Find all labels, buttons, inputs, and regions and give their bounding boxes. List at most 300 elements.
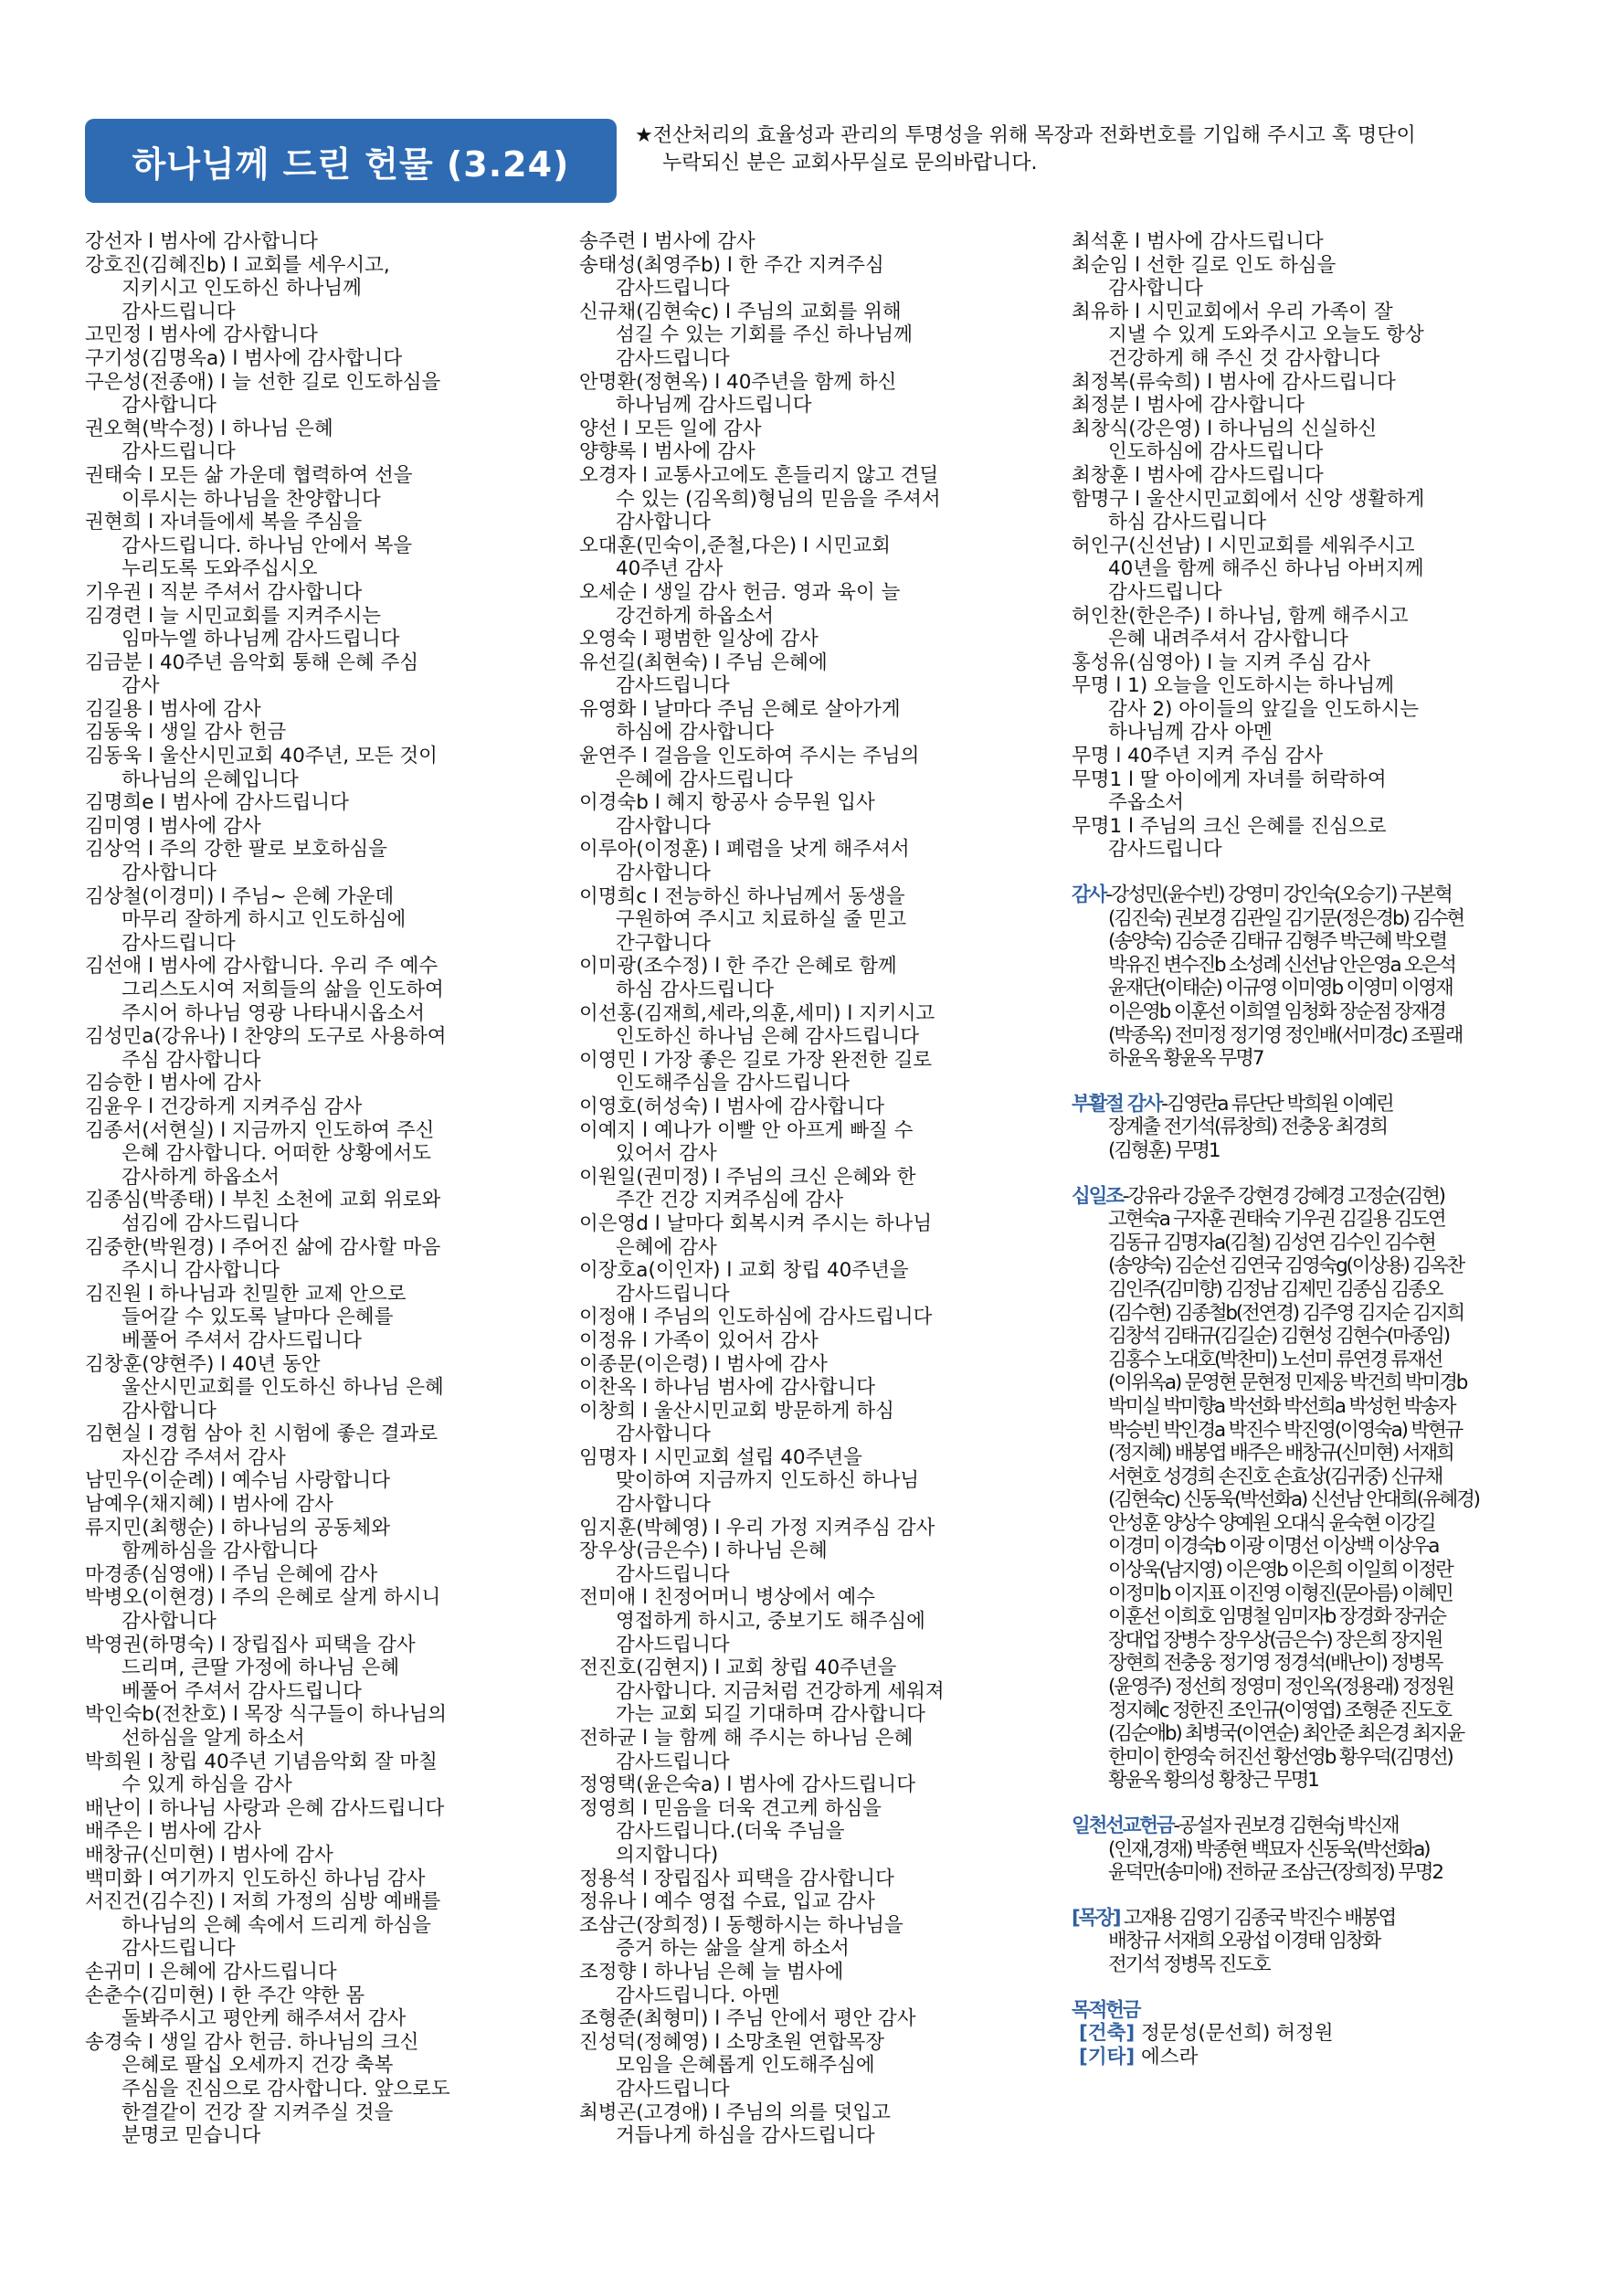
entry-continuation: 하심 감사드립니다 (1108, 511, 1266, 534)
offering-entry (1072, 605, 1548, 651)
entry-text: 김현실 l 경험 삼아 친 시험에 좋은 결과로 (85, 1423, 438, 1446)
offering-entry (579, 1586, 1049, 1656)
entry-continuation: 감사합니다 (616, 1423, 711, 1446)
offering-entry (579, 1914, 1049, 1961)
offering-entry (85, 230, 553, 254)
section-line: 하윤옥 황윤옥 무명7 (1108, 1047, 1263, 1071)
entry-text: 이창희 l 울산시민교회 방문하게 하심 (579, 1399, 894, 1423)
entry-continuation: 지낼 수 있게 도와주시고 오늘도 항상 (1108, 323, 1424, 347)
offering-entry (579, 371, 1049, 418)
entry-text: 최유하 l 시민교회에서 우리 가족이 잘 (1072, 300, 1393, 323)
entry-text: 김진원 l 하나님과 친밀한 교제 안으로 (85, 1282, 407, 1306)
offering-entry (1072, 418, 1548, 464)
section-heading: 일천선교헌금 (1072, 1815, 1174, 1837)
entry-continuation: 가는 교회 되길 기대하며 감사합니다 (616, 1703, 925, 1727)
offering-entry (579, 791, 1049, 838)
offering-entry (85, 418, 553, 464)
entry-text: 김길용 l 범사에 감사 (85, 697, 261, 721)
entry-text: 배창규(신미현) l 범사에 감사 (85, 1843, 333, 1867)
entry-continuation: 감사합니다 (122, 394, 217, 418)
entry-text: 기우권 l 직분 주셔서 감사합니다 (85, 580, 363, 604)
entry-continuation: 이루시는 하나님을 찬양합니다 (122, 487, 381, 511)
offering-entry (579, 628, 1049, 651)
entry-text: 무명1 l 딸 아이에게 자녀를 허락하여 (1072, 767, 1387, 791)
entry-text: 김미영 l 범사에 감사 (85, 814, 261, 838)
offering-entry (579, 1727, 1049, 1773)
offering-entry (579, 2007, 1049, 2031)
section-line: 이경미 이경숙b 이광 이명선 이상백 이상우a (1108, 1535, 1439, 1559)
entry-text: 마경종(심영애) l 주님 은혜에 감사 (85, 1562, 378, 1586)
section-line: 박승빈 박인경a 박진수 박진영(이영숙a) 박현규 (1108, 1418, 1463, 1442)
entry-continuation: 감사드립니다 (616, 1282, 730, 1306)
entry-text: 최석훈 l 범사에 감사드립니다 (1072, 230, 1324, 253)
offering-entry (579, 885, 1049, 956)
entry-text: 손귀미 l 은혜에 감사드립니다 (85, 1960, 337, 1984)
entry-continuation: 감사하게 하옵소서 (122, 1165, 280, 1189)
offering-entry (579, 1095, 1049, 1119)
section-heading: 감사 (1072, 883, 1106, 907)
entry-text: 이원일(권미정) l 주님의 크신 은혜와 한 (579, 1165, 916, 1189)
entry-continuation: 주옵소서 (1108, 791, 1185, 815)
entry-continuation: 감사드립니다 (1108, 838, 1222, 862)
offering-entry (579, 838, 1049, 884)
entry-text: 유영화 l 날마다 주님 은혜로 살아가게 (579, 697, 901, 721)
offering-entry (85, 1820, 553, 1844)
entry-text: 정용석 l 장립집사 피택을 감사합니다 (579, 1867, 894, 1890)
entry-text: 김상철(이경미) l 주님~ 은혜 가운데 (85, 884, 395, 908)
entry-continuation: 하나님의 은혜입니다 (122, 767, 299, 791)
entry-text: 최정복(류숙희) l 범사에 감사드립니다 (1072, 370, 1396, 394)
offering-entry (85, 511, 553, 581)
offering-entry (85, 1634, 553, 1704)
entry-continuation: 감사합니다 (616, 1493, 711, 1517)
offering-entry (85, 1025, 553, 1072)
section-line: (박종옥) 전미정 정기영 정인배(서미경c) 조필래 (1108, 1023, 1463, 1047)
entry-continuation: 울산시민교회를 인도하신 하나님 은혜 (122, 1376, 444, 1400)
section-line: 황윤옥 황의성 황창근 무명1 (1108, 1769, 1318, 1793)
entry-text: 김중한(박원경) l 주어진 삶에 감사할 마음 (85, 1235, 441, 1259)
offering-entry (85, 323, 553, 347)
entry-text: 무명 l 40주년 지켜 주심 감사 (1072, 745, 1324, 768)
offering-entry (1072, 768, 1548, 815)
entry-text: 박희원 l 창립 40주년 기념음악회 잘 마칠 (85, 1750, 438, 1773)
entry-text: 배주은 l 범사에 감사 (85, 1820, 261, 1844)
subline-text: 정문성(문선희) 허정원 (1135, 2022, 1334, 2046)
entry-text: 이루아(이정훈) l 폐렴을 낫게 해주셔서 (579, 838, 910, 862)
offering-entry (1072, 815, 1548, 862)
offering-entry (579, 1166, 1049, 1212)
section-line: (송양숙) 김승준 김태규 김형주 박근혜 박오렬 (1108, 930, 1446, 954)
entry-continuation: 감사 (122, 674, 160, 698)
entry-text: 최창식(강은영) l 하나님의 신실하신 (1072, 417, 1378, 440)
entry-text: 양향록 l 범사에 감사 (579, 440, 755, 464)
offering-entry (85, 1236, 553, 1283)
entry-text: 전미애 l 친정어머니 병상에서 예수 (579, 1586, 876, 1610)
subline-tag: [기타] (1079, 2045, 1136, 2069)
entry-text: 정영택(윤은숙a) l 범사에 감사드립니다 (579, 1773, 915, 1797)
entry-continuation: 주시어 하나님 영광 나타내시옵소서 (122, 1001, 426, 1025)
section-line: 안성훈 양상수 양예원 오대식 윤숙현 이강길 (1108, 1511, 1435, 1535)
offering-entry (85, 1095, 553, 1119)
entry-continuation: 감사드립니다 (616, 1633, 730, 1656)
entry-continuation: 감사드립니다 (616, 674, 730, 698)
entry-continuation: 영접하게 하시고, 중보기도 해주심에 (616, 1610, 925, 1634)
offering-entry (579, 1517, 1049, 1540)
section-line: 박미실 박미향a 박선화 박선희a 박성헌 박송자 (1108, 1394, 1455, 1418)
section-line: (윤영주) 정선희 정영미 정인옥(정용래) 정정원 (1108, 1676, 1453, 1699)
section-line: 이은영b 이훈선 이희열 임청화 장순점 장재경 (1108, 1000, 1445, 1023)
entry-text: 임지훈(박혜영) l 우리 가정 지켜주심 감사 (579, 1516, 935, 1539)
section-line: 이훈선 이희호 임명철 임미자b 장경화 장귀순 (1108, 1605, 1445, 1629)
entry-text: 최순임 l 선한 길로 인도 하심을 (1072, 253, 1337, 277)
entry-continuation: 분명코 믿습니다 (122, 2124, 261, 2148)
offering-section (1072, 1999, 1548, 2069)
offering-entry (85, 254, 553, 324)
section-line: (김형훈) 무명1 (1108, 1138, 1220, 1162)
section-heading: [목장] (1072, 1906, 1120, 1930)
entry-continuation: 주심 감사합니다 (122, 1048, 261, 1072)
offering-entry (579, 698, 1049, 745)
offering-section (1072, 1815, 1548, 1885)
offering-entry (579, 230, 1049, 254)
entry-continuation: 누리도록 도와주십시오 (122, 557, 318, 581)
offering-entry (1072, 651, 1548, 675)
section-first-line (1072, 1093, 1548, 1116)
offering-entry (85, 1961, 553, 1984)
entry-text: 임명자 l 시민교회 설립 40주년을 (579, 1445, 862, 1469)
entry-text: 강선자 l 범사에 감사합니다 (85, 230, 318, 253)
entry-text: 강호진(김혜진b) l 교회를 세우시고, (85, 253, 390, 277)
offering-entry (85, 347, 553, 371)
entry-continuation: 들어갈 수 있도록 날마다 은혜를 (122, 1306, 394, 1329)
section-heading: 목적헌금 (1072, 1998, 1140, 2022)
notice (635, 122, 1548, 177)
section-line: (김수현) 김종철b(전연경) 김주영 김지순 김지희 (1108, 1301, 1463, 1325)
offering-entry (1072, 254, 1548, 301)
entry-text: 박영권(하명숙) l 장립집사 피택을 감사 (85, 1633, 416, 1656)
entry-continuation: 섬김에 감사드립니다 (122, 1211, 299, 1235)
entry-continuation: 거듭나게 하심을 감사드립니다 (616, 2124, 875, 2148)
entry-text: 이은영d l 날마다 회복시켜 주시는 하나님 (579, 1211, 933, 1235)
entry-continuation: 은혜에 감사 (616, 1235, 717, 1259)
entry-text: 조삼근(장희정) l 동행하시는 하나님을 (579, 1913, 903, 1937)
entry-continuation: 건강하게 해 주신 것 감사합니다 (1108, 346, 1380, 370)
entry-text: 권현희 l 자녀들에세 복을 주심을 (85, 511, 363, 534)
entry-text: 김종심(박종태) l 부친 소천에 교회 위로와 (85, 1189, 441, 1212)
entry-text: 송주련 l 범사에 감사 (579, 230, 755, 253)
section-line: -강유라 강윤주 강현경 강혜경 고정순(김현) (1122, 1184, 1444, 1208)
entry-text: 전하균 l 늘 함께 해 주시는 하나님 은혜 (579, 1727, 914, 1750)
section-subline (1072, 2022, 1548, 2046)
entry-continuation: 강건하게 하옵소서 (616, 604, 774, 628)
offering-entry (579, 1890, 1049, 1914)
offering-entry (85, 1797, 553, 1821)
entry-text: 조정향 l 하나님 은혜 늘 범사에 (579, 1960, 844, 1984)
entry-text: 윤연주 l 걸음을 인도하여 주시는 주님의 (579, 745, 920, 768)
offering-entry (85, 1844, 553, 1867)
section-first-line (1072, 1907, 1548, 1931)
offering-entry (85, 581, 553, 605)
entry-continuation: 은혜 감사합니다. 어떠한 상황에서도 (122, 1142, 431, 1166)
entry-continuation: 증거 하는 삶을 살게 하소서 (616, 1937, 850, 1961)
section-line: 박유진 변수진b 소성례 신선남 안은영a 오은석 (1108, 953, 1455, 977)
offering-column-1 (85, 230, 553, 2148)
offering-entry (85, 721, 553, 745)
entry-text: 송태성(최영주b) l 한 주간 지켜주심 (579, 253, 884, 277)
notice-line-1: ★전산처리의 효율성과 관리의 투명성을 위해 목장과 전화번호를 기입해 주시고 혹 명단이 (635, 124, 1416, 147)
entry-text: 오대훈(민숙이,준철,다은) l 시민교회 (579, 534, 891, 557)
offering-entry (579, 1049, 1049, 1095)
offering-entry (85, 698, 553, 722)
section-line: 장대업 장병수 장우상(금은수) 장은희 장지원 (1108, 1628, 1442, 1652)
entry-text: 류지민(최행순) l 하나님의 공동체와 (85, 1516, 391, 1539)
offering-entry (85, 1493, 553, 1517)
offering-entry (1072, 488, 1548, 534)
offering-entry (579, 1797, 1049, 1867)
entry-continuation: 감사드립니다 (1108, 580, 1222, 604)
entry-continuation: 하나님께 감사드립니다 (616, 394, 812, 418)
section-line: -강성민(윤수빈) 강영미 강인숙(오승기) 구본혁 (1105, 883, 1452, 907)
entry-continuation: 감사드립니다. 아멘 (616, 1984, 780, 2007)
section-line: 장현희 전충웅 정기영 정경석(배난이) 정병목 (1108, 1652, 1442, 1676)
offering-entry (1072, 301, 1548, 371)
entry-continuation: 감사 2) 아이들의 앞길을 인도하시는 (1108, 697, 1420, 721)
entry-text: 허인찬(한은주) l 하나님, 함께 해주시고 (1072, 604, 1409, 628)
section-line: 한미이 한영숙 허진선 황선영b 황우덕(김명선) (1108, 1745, 1453, 1769)
entry-text: 최병곤(고경애) l 주님의 의를 덧입고 (579, 2100, 891, 2124)
entry-continuation: 드리며, 큰딸 가정에 하나님 은혜 (122, 1656, 400, 1680)
offering-entry (85, 1703, 553, 1750)
entry-continuation: 하심 감사드립니다 (616, 979, 774, 1001)
entry-continuation: 감사합니다 (616, 511, 711, 534)
offering-entry (85, 1072, 553, 1095)
entry-text: 고민정 l 범사에 감사합니다 (85, 323, 318, 347)
entry-continuation: 있어서 감사 (616, 1142, 717, 1166)
entry-text: 백미화 l 여기까지 인도하신 하나님 감사 (85, 1867, 426, 1890)
entry-text: 서진건(김수진) l 저희 가정의 심방 예배를 (85, 1890, 441, 1914)
section-line: 이정미b 이지표 이진영 이형진(문아름) 이혜민 (1108, 1582, 1453, 1605)
entry-text: 권오혁(박수정) l 하나님 은혜 (85, 417, 333, 440)
section-line: (인재,경재) 박종현 백묘자 신동욱(박선화a) (1108, 1837, 1430, 1861)
offering-entry (579, 301, 1049, 371)
offering-entry (579, 1306, 1049, 1329)
entry-text: 이명희c l 전능하신 하나님께서 동생을 (579, 884, 905, 908)
entry-continuation: 주시니 감사합니다 (122, 1259, 280, 1283)
offering-entry (579, 1212, 1049, 1259)
section-line: -김영란a 류단단 박희원 이예린 (1161, 1092, 1393, 1116)
entry-text: 이영호(허성숙) l 범사에 감사합니다 (579, 1095, 885, 1118)
offering-entry (85, 371, 553, 418)
offering-section (1072, 883, 1548, 1071)
entry-text: 함명구 l 울산시민교회에서 신앙 생활하게 (1072, 487, 1425, 511)
offering-entry (85, 651, 553, 698)
offering-entry (579, 534, 1049, 581)
section-first-line (1072, 1999, 1548, 2023)
subline-tag: [건축] (1079, 2022, 1136, 2046)
entry-continuation: 마무리 잘하게 하시고 인도하심에 (122, 908, 407, 932)
offering-entry (85, 1353, 553, 1423)
section-first-line (1072, 1185, 1548, 1209)
offering-entry (579, 2031, 1049, 2101)
entry-text: 박인숙b(전찬호) l 목장 식구들이 하나님의 (85, 1703, 448, 1727)
entry-continuation: 감사드립니다 (616, 2077, 730, 2100)
subline-text: 에스라 (1135, 2045, 1199, 2069)
entry-text: 안명환(정현옥) l 40주년을 함께 하신 (579, 370, 897, 394)
entry-continuation: 그리스도시여 저희들의 삶을 인도하여 (122, 979, 444, 1001)
entry-continuation: 인도하신 하나님 은혜 감사드립니다 (616, 1025, 920, 1049)
entry-continuation: 한결같이 건강 잘 지켜주실 것을 (122, 2100, 394, 2124)
offering-column-2 (579, 230, 1049, 2148)
entry-text: 김창훈(양현주) l 40년 동안 (85, 1352, 321, 1376)
offering-entry (85, 838, 553, 884)
entry-continuation: 감사합니다 (122, 862, 217, 885)
offering-entry (85, 2031, 553, 2148)
entry-text: 무명1 l 주님의 크신 은혜를 진심으로 (1072, 814, 1387, 838)
offering-entry (579, 1400, 1049, 1446)
section-line: 김인주(김미향) 김정남 김제민 김종심 김종오 (1108, 1277, 1442, 1301)
offering-entry (85, 955, 553, 1025)
entry-continuation: 간구합니다 (616, 931, 711, 955)
section-subline (1072, 2046, 1548, 2069)
section-heading: 십일조 (1072, 1184, 1123, 1208)
entry-text: 이정애 l 주님의 인도하심에 감사드립니다 (579, 1306, 933, 1329)
offering-entry (579, 1002, 1049, 1049)
entry-text: 김동욱 l 생일 감사 헌금 (85, 721, 287, 745)
entry-continuation: 은혜에 감사드립니다 (616, 767, 793, 791)
section-line: 고현숙a 구자훈 권태숙 기우권 김길용 김도연 (1108, 1208, 1445, 1232)
offering-entry (579, 2101, 1049, 2148)
entry-text: 정영희 l 믿음을 더욱 견고케 하심을 (579, 1796, 882, 1820)
entry-continuation: 베풀어 주셔서 감사드립니다 (122, 1328, 362, 1352)
entry-text: 이찬옥 l 하나님 범사에 감사합니다 (579, 1376, 876, 1400)
entry-continuation: 감사드립니다 (122, 440, 236, 464)
entry-continuation: 맞이하여 지금까지 인도하신 하나님 (616, 1469, 920, 1493)
offering-column-3 (1072, 230, 1548, 2069)
entry-text: 조형준(최형미) l 주님 안에서 평안 감사 (579, 2007, 916, 2031)
offering-section (1072, 1907, 1548, 1977)
entry-continuation: 수 있게 하심을 감사 (122, 1773, 292, 1797)
entry-continuation: 감사드립니다.(더욱 주님을 (616, 1820, 845, 1844)
entry-text: 오영숙 l 평범한 일상에 감사 (579, 628, 819, 651)
entry-continuation: 감사드립니다 (616, 277, 730, 301)
entry-text: 오세순 l 생일 감사 헌금. 영과 육이 늘 (579, 580, 901, 604)
offering-entry (579, 1773, 1049, 1797)
entry-text: 최창훈 l 범사에 감사드립니다 (1072, 463, 1324, 487)
offering-entry (1072, 674, 1548, 745)
entry-text: 이경숙b l 혜지 항공사 승무원 입사 (579, 791, 875, 815)
entry-text: 손춘수(김미현) l 한 주간 약한 몸 (85, 1984, 365, 2007)
entry-text: 유선길(최현숙) l 주님 은혜에 (579, 651, 828, 674)
section-line: 장계출 전기석(류창희) 전충웅 최경희 (1108, 1116, 1387, 1139)
entry-text: 김경련 l 늘 시민교회를 지켜주시는 (85, 604, 382, 628)
section-line: 서현호 성경희 손진호 손효상(김귀중) 신규채 (1108, 1465, 1442, 1488)
offering-entry (85, 605, 553, 651)
section-line: 윤덕만(송미애) 전하균 조삼근(장희정) 무명2 (1108, 1861, 1442, 1885)
entry-continuation: 선하심을 알게 하소서 (122, 1727, 305, 1750)
section-line: 정지혜c 정한진 조인규(이영엽) 조형준 진도호 (1108, 1698, 1451, 1722)
entry-text: 송경숙 l 생일 감사 헌금. 하나님의 크신 (85, 2030, 419, 2054)
section-line: (이위옥a) 문영현 문현정 민제웅 박건희 박미경b (1108, 1371, 1467, 1395)
entry-text: 남민우(이순례) l 예수님 사랑합니다 (85, 1469, 391, 1493)
page-title: 하나님께 드린 헌물 (3.24) (85, 119, 617, 203)
entry-text: 박병오(이현경) l 주의 은혜로 살게 하시니 (85, 1586, 441, 1610)
entry-text: 이정유 l 가족이 있어서 감사 (579, 1328, 819, 1352)
offering-entry (579, 745, 1049, 791)
offering-entry (579, 1539, 1049, 1586)
offering-entry (579, 1656, 1049, 1727)
entry-text: 김상억 l 주의 강한 팔로 보호하심을 (85, 838, 387, 862)
entry-text: 김선애 l 범사에 감사합니다. 우리 주 예수 (85, 955, 438, 979)
section-line: 윤재단(이태순) 이규영 이미영b 이영미 이영재 (1108, 977, 1453, 1000)
offering-entry (85, 1283, 553, 1353)
section-line: 김창석 김태규(김길순) 김현성 김현수(마종임) (1108, 1325, 1449, 1349)
offering-entry (1072, 230, 1548, 254)
entry-continuation: 감사드립니다 (122, 300, 236, 323)
entry-continuation: 40년을 함께 해주신 하나님 아버지께 (1108, 557, 1424, 581)
offering-entry (85, 1517, 553, 1563)
entry-text: 이장호a(이인자) l 교회 창립 40주년을 (579, 1259, 909, 1283)
section-heading: 부활절 감사 (1072, 1092, 1162, 1116)
offering-entry (579, 1867, 1049, 1891)
entry-continuation: 베풀어 주셔서 감사드립니다 (122, 1679, 362, 1703)
entry-text: 권태숙 l 모든 삶 가운데 협력하여 선을 (85, 463, 413, 487)
entry-text: 김명희e l 범사에 감사드립니다 (85, 791, 349, 815)
entry-text: 홍성유(심영아) l 늘 지켜 주심 감사 (1072, 651, 1370, 674)
section-first-line (1072, 883, 1548, 907)
offering-entry (85, 791, 553, 815)
entry-text: 이종문(이은령) l 범사에 감사 (579, 1352, 828, 1376)
entry-continuation: 감사합니다 (122, 1399, 217, 1423)
entry-continuation: 감사드립니다 (122, 1937, 236, 1961)
section-line: 김홍수 노대호(박찬미) 노선미 류연경 류재선 (1108, 1348, 1442, 1371)
offering-entry (579, 1329, 1049, 1353)
entry-text: 배난이 l 하나님 사랑과 은혜 감사드립니다 (85, 1796, 445, 1820)
entry-continuation: 수 있는 (김옥희)형님의 믿음을 주셔서 (616, 487, 941, 511)
offering-entry (85, 1984, 553, 2031)
section-line: 고재용 김영기 김종국 박진수 배봉엽 (1119, 1906, 1396, 1930)
entry-continuation: 구원하여 주시고 치료하실 줄 믿고 (616, 908, 907, 932)
section-line: (김순애b) 최병국(이연순) 최안준 최은경 최지윤 (1108, 1722, 1463, 1746)
offering-entry (579, 254, 1049, 301)
entry-text: 김동욱 l 울산시민교회 40주년, 모든 것이 (85, 745, 438, 768)
offering-entry (85, 1189, 553, 1235)
section-line: 전기석 정병목 진도호 (1108, 1952, 1270, 1976)
entry-text: 남예우(채지혜) l 범사에 감사 (85, 1493, 333, 1517)
section-line: 배창규 서재희 오광섭 이경태 임창화 (1108, 1930, 1380, 1953)
offering-entry (579, 1446, 1049, 1517)
offering-entry (85, 1867, 553, 1891)
entry-text: 진성덕(정혜영) l 소망초원 연합목장 (579, 2030, 885, 2054)
entry-continuation: 인도하심에 감사드립니다 (1108, 440, 1324, 464)
entry-continuation: 감사드립니다 (616, 1562, 730, 1586)
offering-entry (579, 955, 1049, 1001)
entry-text: 구은성(전종애) l 늘 선한 길로 인도하심을 (85, 370, 441, 394)
offering-entry (85, 885, 553, 956)
entry-text: 전진호(김현지) l 교회 창립 40주년을 (579, 1656, 897, 1680)
offering-entry (579, 1119, 1049, 1166)
offering-entry (579, 440, 1049, 464)
entry-text: 이미광(조수정) l 한 주간 은혜로 함께 (579, 955, 897, 979)
offering-entry (1072, 464, 1548, 488)
offering-entry (85, 1423, 553, 1469)
entry-continuation: 모임을 은혜롭게 인도해주심에 (616, 2054, 875, 2078)
entry-text: 구기성(김명옥a) l 범사에 감사합니다 (85, 346, 403, 370)
entry-text: 김종서(서현실) l 지금까지 인도하여 주신 (85, 1118, 435, 1142)
entry-continuation: 40주년 감사 (616, 557, 724, 581)
entry-continuation: 돌봐주시고 평안케 해주셔서 감사 (122, 2007, 407, 2031)
offering-entry (1072, 371, 1548, 395)
entry-text: 김승한 l 범사에 감사 (85, 1072, 261, 1095)
